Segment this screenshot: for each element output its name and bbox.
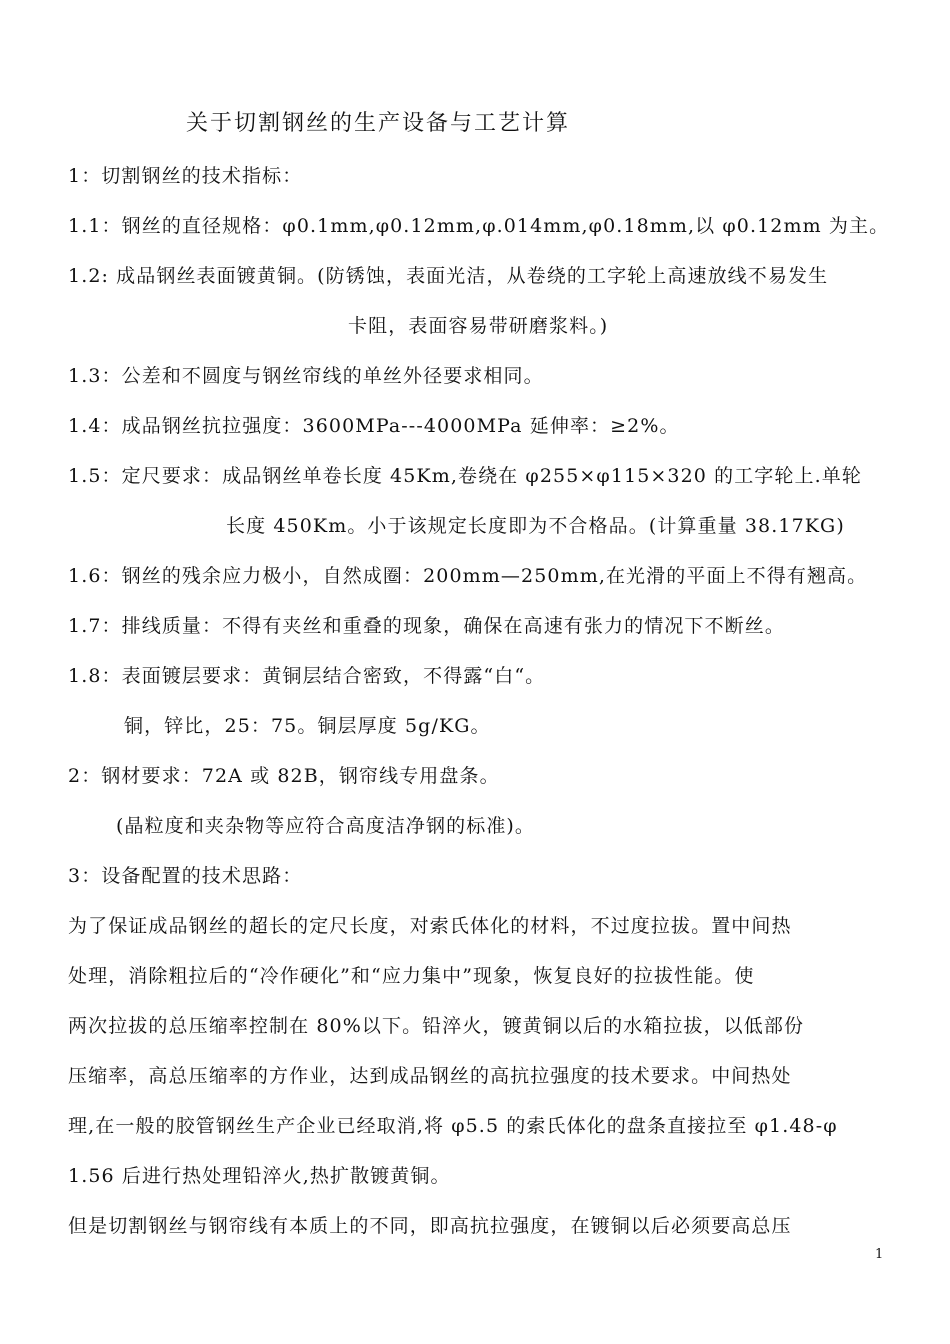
paragraph-line: 理,在一般的胶管钢丝生产企业已经取消,将 φ5.5 的索氏体化的盘条直接拉至 φ1.48-φ — [68, 1115, 838, 1137]
item-1-8-cont: 铜，锌比，25：75。铜层厚度 5g/KG。 — [124, 715, 491, 737]
item-1-6: 1.6：钢丝的残余应力极小，自然成圈：200mm—250mm,在光滑的平面上不得有翘高。 — [68, 565, 868, 587]
section-3-heading: 3：设备配置的技术思路： — [68, 865, 303, 887]
paragraph-line: 1.56 后进行热处理铅淬火,热扩散镀黄铜。 — [68, 1165, 451, 1187]
item-1-3: 1.3：公差和不圆度与钢丝帘线的单丝外径要求相同。 — [68, 365, 544, 387]
item-1-8: 1.8：表面镀层要求：黄铜层结合密致，不得露“白“。 — [68, 665, 546, 687]
item-1-1: 1.1：钢丝的直径规格：φ0.1mm,φ0.12mm,φ.014mm,φ0.18mm,以 φ0.12mm 为主。 — [68, 215, 890, 237]
item-1-7: 1.7：排线质量：不得有夹丝和重叠的现象，确保在高速有张力的情况下不断丝。 — [68, 615, 785, 637]
item-1-5: 1.5：定尺要求：成品钢丝单卷长度 45Km,卷绕在 φ255×φ115×320 的工字轮上.单轮 — [68, 465, 862, 487]
paragraph-line: 但是切割钢丝与钢帘线有本质上的不同，即高抗拉强度，在镀铜以后必须要高总压 — [68, 1215, 792, 1237]
document-title: 关于切割钢丝的生产设备与工艺计算 — [186, 111, 571, 136]
section-1-heading: 1：切割钢丝的技术指标： — [68, 165, 303, 187]
paragraph-line: 两次拉拔的总压缩率控制在 80%以下。铅淬火，镀黄铜以后的水箱拉拔，以低部份 — [68, 1015, 805, 1037]
paragraph-line: 为了保证成品钢丝的超长的定尺长度，对索氏体化的材料，不过度拉拔。置中间热 — [68, 915, 792, 937]
item-1-2-cont: 卡阻，表面容易带研磨浆料。) — [348, 315, 609, 337]
page-number: 1 — [875, 1247, 884, 1262]
item-1-2: 1.2: 成品钢丝表面镀黄铜。(防锈蚀，表面光洁，从卷绕的工字轮上高速放线不易发生 — [68, 265, 829, 287]
item-1-5-cont: 长度 450Km。小于该规定长度即为不合格品。(计算重量 38.17KG) — [226, 515, 845, 537]
paragraph-line: 压缩率，高总压缩率的方作业，达到成品钢丝的高抗拉强度的技术要求。中间热处 — [68, 1065, 792, 1087]
item-1-4: 1.4：成品钢丝抗拉强度：3600MPa---4000MPa 延伸率：≥2%。 — [68, 415, 680, 437]
section-2-note: (晶粒度和夹杂物等应符合高度洁净钢的标准)。 — [116, 815, 536, 837]
section-2-heading: 2：钢材要求：72A 或 82B，钢帘线专用盘条。 — [68, 765, 500, 787]
paragraph-line: 处理，消除粗拉后的“冷作硬化”和“应力集中”现象，恢复良好的拉拔性能。使 — [68, 965, 755, 987]
